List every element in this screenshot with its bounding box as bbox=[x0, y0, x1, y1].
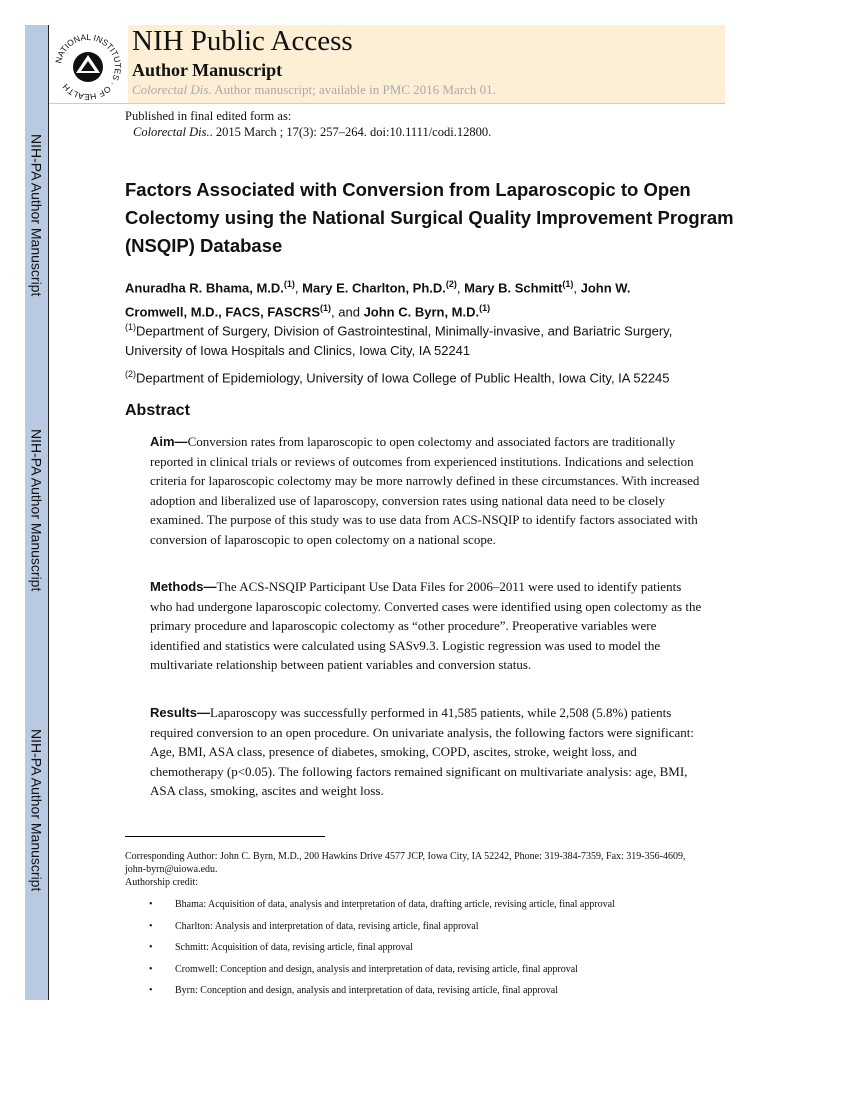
author-separator: , bbox=[573, 280, 581, 296]
availability-note bbox=[132, 82, 496, 98]
nih-logo-icon bbox=[49, 25, 128, 103]
section-label: Results— bbox=[150, 705, 210, 720]
abstract-heading: Abstract bbox=[125, 402, 190, 419]
affiliation-mark: (1) bbox=[283, 279, 295, 289]
affiliation-mark: (1) bbox=[125, 322, 136, 332]
footnote bbox=[125, 850, 705, 889]
footnote-divider bbox=[125, 836, 325, 837]
banner-title: NIH Public Access bbox=[132, 25, 353, 57]
sidebar-watermark bbox=[25, 25, 49, 1000]
section-label: Aim— bbox=[150, 434, 188, 449]
sidebar-label: NIH-PA Author Manuscript bbox=[28, 428, 45, 592]
publication-info: Published in final edited form as: Colorectal Dis.. 2015 March ; 17(3): 257–264. doi:10.1111/codi.12800. bbox=[125, 109, 492, 139]
availability-text: Author manuscript; available in PMC 2016 March 01. bbox=[214, 82, 496, 97]
affiliation-text: Department of Surgery, Division of Gastrointestinal, Minimally-invasive, and Bariatric Surgery, University of Iowa Hospitals and Clinics, Iowa City, IA 52241 bbox=[125, 323, 673, 359]
section-label: Methods— bbox=[150, 579, 217, 594]
author-separator: , bbox=[294, 280, 303, 296]
sidebar-label: NIH-PA Author Manuscript bbox=[28, 728, 45, 892]
corresponding-author: Corresponding Author: John C. Byrn, M.D., 200 Hawkins Drive 4577 JCP, Iowa City, IA 52242, Phone: 319-384-7359, Fax: 319-356-4609, john-byrn@uiowa.edu. bbox=[125, 851, 686, 875]
journal-name: Colorectal Dis. bbox=[133, 125, 210, 139]
list-item: • Cromwell: Conception and design, analysis and interpretation of data, revising article, final approval bbox=[125, 964, 725, 986]
list-item: • Byrn: Conception and design, analysis and interpretation of data, revising article, final approval bbox=[125, 985, 725, 1007]
affiliation bbox=[125, 364, 725, 388]
banner-subtitle: Author Manuscript bbox=[132, 60, 283, 80]
abstract-results bbox=[150, 703, 705, 801]
author-name: Mary B. Schmitt bbox=[464, 280, 563, 296]
affiliation-mark: (2) bbox=[445, 279, 457, 289]
affiliation-mark: (1) bbox=[479, 303, 491, 314]
svg-text:NATIONAL INSTITUTES · OF HEALT: NATIONAL INSTITUTES · OF HEALTH bbox=[53, 31, 124, 103]
article-title: Factors Associated with Conversion from Laparoscopic to Open Colectomy using the National Surgical Quality Improvement Program (NSQIP) Database bbox=[125, 179, 734, 256]
section-text: Laparoscopy was successfully performed in 41,585 patients, while 2,508 (5.8%) patients required conversion to an open procedure. On univariate analysis, the following factors were significant: Age, BMI, ASA class, presence of diabetes, smoking, COPD, ascites, stroke, weight loss, and chemotherapy (p<0.05). The following factors remained significant on multivariate analysis: age, BMI, ASA class, smoking, ascites and weight loss. bbox=[150, 705, 695, 798]
list-item: • Schmitt: Acquisition of data, revising article, final approval bbox=[125, 942, 725, 964]
section-text: Conversion rates from laparoscopic to open colectomy and associated factors are traditionally reported in clinical trials or reviews of outcomes from experienced institutions. Indications and selection criteria for laparoscopic colectomy may be more narrowly defined in these circumstances. With increased adoption and liberalized use of laparoscopy, conversion rates using national data need to be closely examined. The purpose of this study was to use data from ACS-NSQIP to identify factors associated with conversion of laparoscopic to open colectomy on a national scope. bbox=[150, 434, 700, 547]
banner bbox=[128, 25, 725, 103]
credit-list bbox=[125, 899, 725, 1007]
author-name: John W. Cromwell, M.D., FACS, FASCRS bbox=[125, 280, 631, 320]
affiliation-mark: (1) bbox=[562, 279, 574, 289]
author-name: Mary E. Charlton, Ph.D. bbox=[302, 280, 446, 296]
affiliation bbox=[125, 317, 725, 361]
header-banner bbox=[49, 25, 725, 104]
author-name: John C. Byrn, M.D. bbox=[363, 304, 480, 320]
author-separator: , bbox=[456, 280, 465, 296]
affiliation-text: Department of Epidemiology, University of Iowa College of Public Health, Iowa City, IA 52245 bbox=[136, 370, 670, 386]
author-name: Anuradha R. Bhama, M.D. bbox=[125, 280, 284, 296]
abstract-aim bbox=[150, 432, 705, 549]
list-item: • Bhama: Acquisition of data, analysis and interpretation of data, drafting article, revising article, final approval bbox=[125, 899, 725, 921]
affiliation-mark: (1) bbox=[320, 303, 332, 314]
abstract-methods bbox=[150, 577, 705, 675]
list-item: • Charlton: Analysis and interpretation of data, revising article, final approval bbox=[125, 921, 725, 943]
published-label: Published in final edited form as: bbox=[125, 109, 292, 123]
citation: 2015 March ; 17(3): 257–264. doi:10.1111/codi.12800. bbox=[215, 125, 492, 139]
author-list bbox=[125, 274, 695, 323]
journal-name: Colorectal Dis. bbox=[132, 82, 212, 97]
author-separator: , and bbox=[331, 304, 364, 320]
credit-label: Authorship credit: bbox=[125, 877, 199, 888]
section-text: The ACS-NSQIP Participant Use Data Files for 2006–2011 were used to identify patients who had undergone laparoscopic colectomy. Converted cases were identified using open colectomy as the primary procedure and laparoscopic colectomy as “other procedure”. Preoperative variables were identified and statistics were calculated using SASv9.3. Logistic regression was used to model the multivariate relationship between patient variables and conversion status. bbox=[150, 579, 702, 672]
sidebar-label: NIH-PA Author Manuscript bbox=[28, 133, 45, 297]
affiliation-mark: (2) bbox=[125, 369, 136, 379]
